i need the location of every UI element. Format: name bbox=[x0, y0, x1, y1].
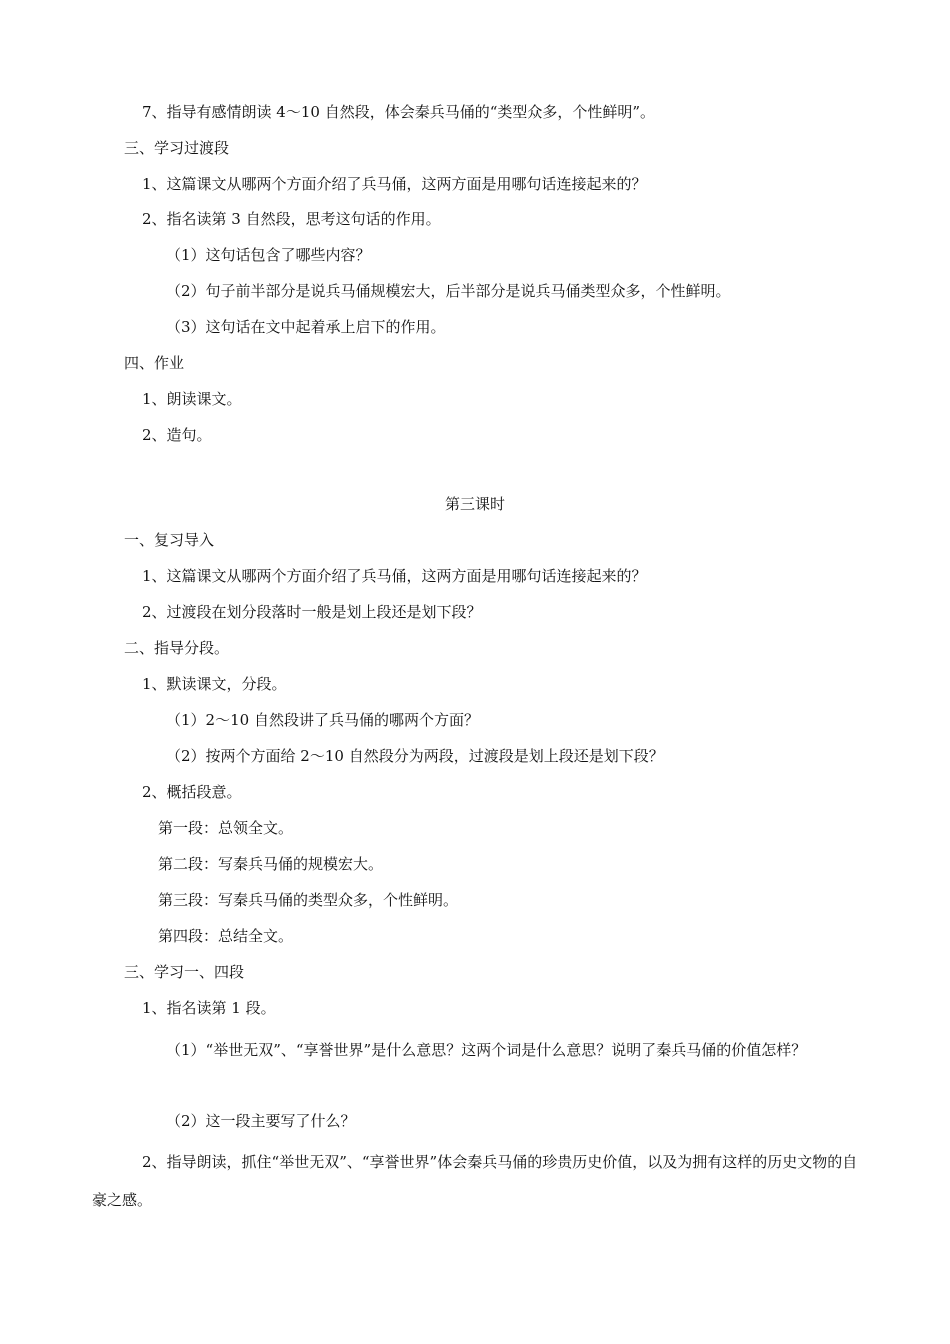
paragraph-summary-1: 第一段：总领全文。 bbox=[158, 819, 294, 837]
section3-sub-1: （1）这句话包含了哪些内容？ bbox=[166, 246, 371, 264]
part2-item-1: 1、默读课文，分段。 bbox=[142, 675, 287, 693]
paragraph-summary-2: 第二段：写秦兵马俑的规模宏大。 bbox=[158, 855, 384, 873]
section-heading-4: 四、作业 bbox=[124, 354, 185, 372]
paragraph-summary-3: 第三段：写秦兵马俑的类型众多，个性鲜明。 bbox=[158, 891, 459, 909]
part1-item-2: 2、过渡段在划分段落时一般是划上段还是划下段？ bbox=[142, 603, 482, 621]
part2-heading: 二、指导分段。 bbox=[124, 639, 230, 657]
section3-sub-3: （3）这句话在文中起着承上启下的作用。 bbox=[166, 318, 446, 336]
part2-item1-sub-1: （1）2～10 自然段讲了兵马俑的哪两个方面？ bbox=[166, 711, 479, 729]
part3-item1-sub-1: （1）“举世无双”、“享誉世界”是什么意思？这两个词是什么意思？说明了秦兵马俑的价值怎样？ bbox=[166, 1041, 807, 1059]
section-heading-3: 三、学习过渡段 bbox=[124, 139, 230, 157]
part3-item-2: 2、指导朗读，抓住“举世无双”、“享誉世界”体会秦兵马俑的珍贵历史价值，以及为拥有这样的历史文物的自豪之感。 bbox=[92, 1153, 858, 1209]
lesson-title: 第三课时 bbox=[444, 495, 505, 513]
part2-item1-sub-2: （2）按两个方面给 2～10 自然段分为两段，过渡段是划上段还是划下段？ bbox=[166, 747, 664, 765]
part1-heading: 一、复习导入 bbox=[124, 531, 215, 549]
part2-item-2: 2、概括段意。 bbox=[142, 783, 242, 801]
section3-sub-2: （2）句子前半部分是说兵马俑规模宏大，后半部分是说兵马俑类型众多，个性鲜明。 bbox=[166, 282, 731, 300]
section3-question-1: 1、这篇课文从哪两个方面介绍了兵马俑，这两方面是用哪句话连接起来的？ bbox=[142, 175, 647, 193]
part3-item-1: 1、指名读第 1 段。 bbox=[142, 999, 276, 1017]
part3-item1-sub-2: （2）这一段主要写了什么？ bbox=[166, 1112, 356, 1130]
homework-item-2: 2、造句。 bbox=[142, 426, 212, 444]
section3-question-2: 2、指名读第 3 自然段，思考这句话的作用。 bbox=[142, 210, 441, 228]
item-7: 7、指导有感情朗读 4～10 自然段，体会秦兵马俑的“类型众多，个性鲜明”。 bbox=[142, 103, 656, 121]
part3-heading: 三、学习一、四段 bbox=[124, 963, 245, 981]
homework-item-1: 1、朗读课文。 bbox=[142, 390, 242, 408]
paragraph-summary-4: 第四段：总结全文。 bbox=[158, 927, 294, 945]
part1-item-1: 1、这篇课文从哪两个方面介绍了兵马俑，这两方面是用哪句话连接起来的？ bbox=[142, 567, 647, 585]
